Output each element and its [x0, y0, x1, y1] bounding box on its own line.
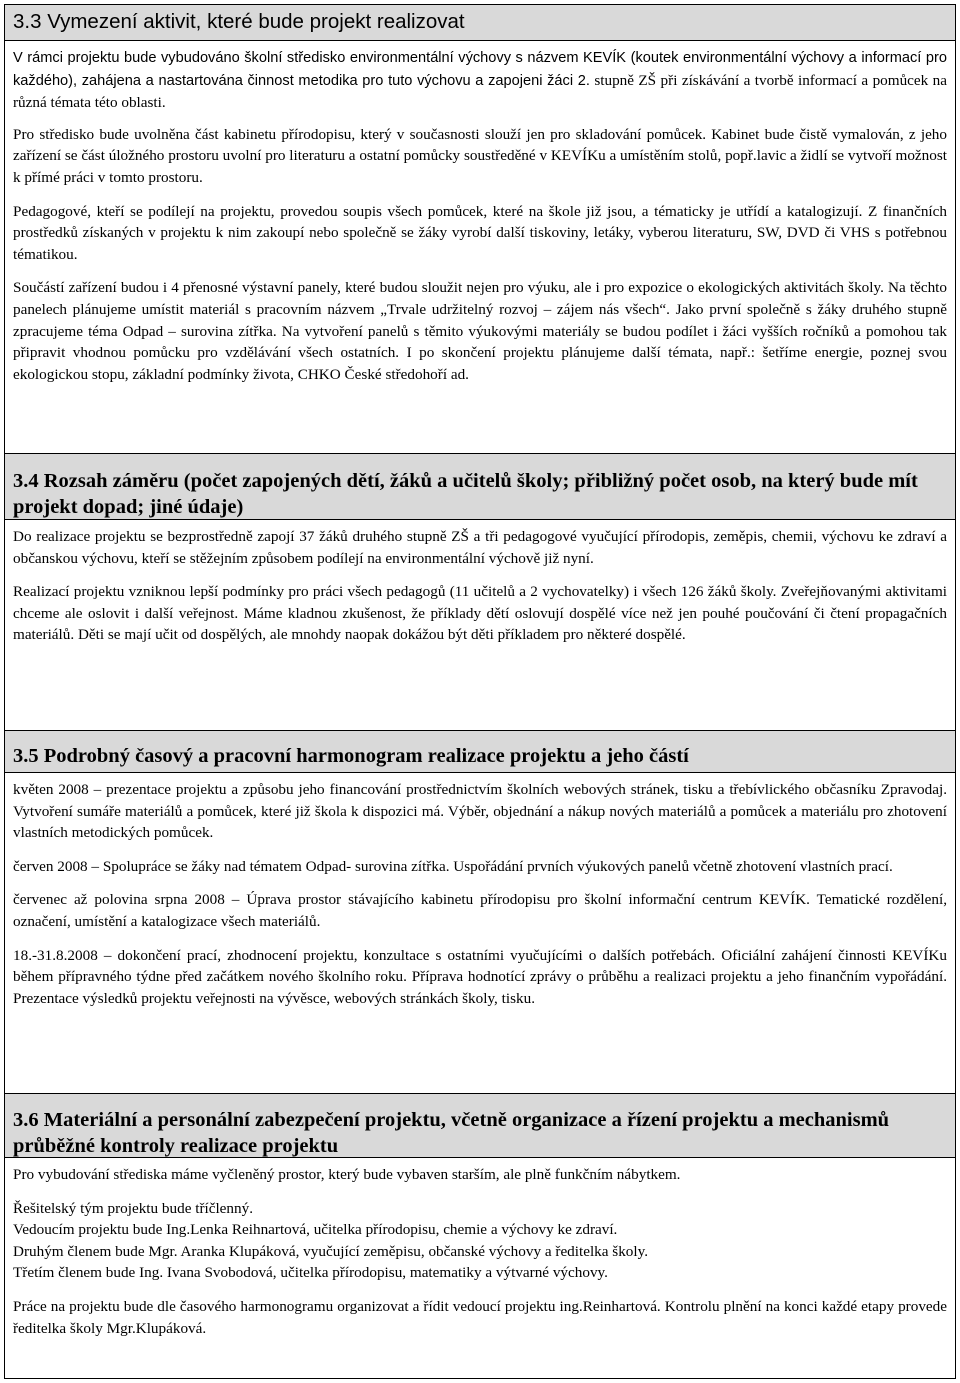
section-3-5-paragraph-4: 18.-31.8.2008 – dokončení prací, zhodnocení projektu, konzultace s ostatními vyučujícími o dalších potřebách. Oficiální zahájení činnosti KEVÍKu během přípravného týdne před začátkem nového školního roku. Příprava hodnotící zprávy o průběhu a realizaci projektu a jeho finančním vypořádání. Prezentace výsledků projektu veřejnosti na vývěsce, webových stránkách školy, tisku. [13, 946, 947, 1007]
section-3-6-paragraph-1: Pro vybudování střediska máme vyčleněný prostor, který bude vybaven starším, ale plně funkčním nábytkem. [13, 1166, 681, 1183]
section-3-5-paragraph-2: červen 2008 – Spolupráce se žáky nad tématem Odpad- surovina zítřka. Uspořádání prvních výukových panelů včetně zhotovení vlastních prací. [13, 857, 893, 875]
section-3-5-paragraph-3: červenec až polovina srpna 2008 – Úprava prostor stávajícího kabinetu přírodopisu pro školní informační centrum KEVÍK. Tematické rozdělení, označení, umístění a katalogizace všech materiálů. [13, 891, 947, 930]
section-3-4-paragraph-1: Do realizace projektu se bezprostředně zapojí 37 žáků druhého stupně ZŠ a tři pedagogové vyučující přírodopis, zeměpis, chemii, výchovu ke zdraví a občanskou výchovu, kteří se stěžejním způsobem podílejí na environmentální výchově již nyní. [13, 528, 947, 567]
section-3-3-paragraph-3: Pedagogové, kteří se podílejí na projektu, provedou soupis všech pomůcek, které na škole již jsou, a tématicky je utřídí a katalogizují. Z finančních prostředků získaných v projektu k nim zakoupí nebo společně se žáky vyrobí další tiskoviny, letáky, vyberou literaturu, SW, DVD či VHS s potřebnou tématikou. [13, 202, 947, 263]
section-3-3-paragraph-4: Součástí zařízení budou i 4 přenosné výstavní panely, které budou sloužit nejen pro výuku, ale i pro expozice o ekologických aktivitách školy. Na těchto panelech plánujeme umístit materiál s pracovním názvem „Trvale udržitelný rozvoj – zájem nás všech“. Jako první společně s žáky druhého stupně zpracujeme téma Odpad – surovina zítřka. Na vytvoření panelů s těmito výukovými materiály se budou podílet i žáci vyšších ročníků a pomohou tak připravit vhodnou pomůcku pro vzdělávání všech ostatních. I po skončení projektu plánujeme další témata, např.: šetříme energie, poznej svou ekologickou stopu, základní podmínky života, CHKO České středohoří ad. [13, 279, 947, 383]
section-3-5 [4, 730, 956, 1094]
section-3-3-p1-tail: stupně ZŠ při získávání a tvorbě informací a pomůcek na různá témata této oblasti. [13, 71, 947, 112]
section-3-3-paragraph-2: Pro středisko bude uvolněna část kabinetu přírodopisu, který v současnosti slouží jen pro skladování pomůcek. Kabinet bude čistě vymalován, z jeho zařízení se část úložného prostoru uvolní pro literaturu a ostatní pomůcky soustředěné v KEVÍKu a umístěním stolů, popř.lavic a židlí se vytvoří možnost k přímé práci v tomto prostoru. [13, 125, 947, 186]
team-line-2: Vedoucím projektu bude Ing.Lenka Reihnartová, učitelka přírodopisu, chemie a výchovy ke zdraví. [13, 1221, 618, 1239]
section-3-5-heading: 3.5 Podrobný časový a pracovní harmonogram realizace projektu a jeho částí [5, 731, 955, 773]
team-line-1: Řešitelský tým projektu bude tříčlenný. [13, 1199, 254, 1217]
section-3-3-heading: 3.3 Vymezení aktivit, které bude projekt realizovat [5, 5, 955, 41]
team-line-3: Druhým členem bude Mgr. Aranka Klupáková, vyučující zeměpisu, občanské výchovy a ředitelka školy. [13, 1242, 649, 1260]
section-3-6 [4, 1093, 956, 1379]
section-3-3-paragraph-1 [13, 47, 947, 114]
team-line-4: Třetím členem bude Ing. Ivana Svobodová, učitelka přírodopisu, matematiky a výtvarné výchovy. [13, 1264, 608, 1282]
section-3-4 [4, 453, 956, 731]
section-3-4-heading: 3.4 Rozsah záměru (počet zapojených dětí, žáků a učitelů školy; přibližný počet osob, na který bude mít projekt dopad; jiné údaje) [5, 454, 955, 520]
section-3-3-p1-sans: V rámci projektu bude vybudováno školní středisko environmentální výchovy s názvem KEVÍK (koutek environmentální výchovy a informací pro každého), zahájena a nastartována činnost metodika pro tuto výchovu a zapojeni žáci 2. [13, 50, 947, 89]
section-3-3 [4, 4, 956, 454]
section-3-4-paragraph-2: Realizací projektu vzniknou lepší podmínky pro práci všech pedagogů (11 učitelů a 2 vychovatelky) i všech 126 žáků školy. Zveřejňovanými aktivitami chceme ale oslovit i další veřejnost. Máme kladnou zkušenost, že příklady dětí oslovují dospělé více než jen pouhé poučování či čtení propagačních materiálů. Děti se mají učit od dospělých, ale mnohdy naopak dokážou být děti příkladem pro některé dospělé. [13, 583, 947, 644]
section-3-5-paragraph-1: květen 2008 – prezentace projektu a způsobu jeho financování prostřednictvím školních webových stránek, tisku a třebívlického občasníku Zpravodaj. Vytvoření sumáře materiálů a pomůcek, které již škola k dispozici má. Výběr, objednání a nákup nových materiálů a pomůcek a materiálu pro zhotovení vlastních metodických pomůcek. [13, 781, 947, 842]
section-3-6-paragraph-3: Práce na projektu bude dle časového harmonogramu organizovat a řídit vedoucí projektu ing.Reinhartová. Kontrolu plnění na konci každé etapy provede ředitelka školy Mgr.Klupáková. [13, 1297, 947, 1337]
section-3-6-team-block [13, 1198, 947, 1284]
section-3-6-heading: 3.6 Materiální a personální zabezpečení projektu, včetně organizace a řízení projektu a mechanismů průběžné kontroly realizace projektu [5, 1094, 955, 1158]
